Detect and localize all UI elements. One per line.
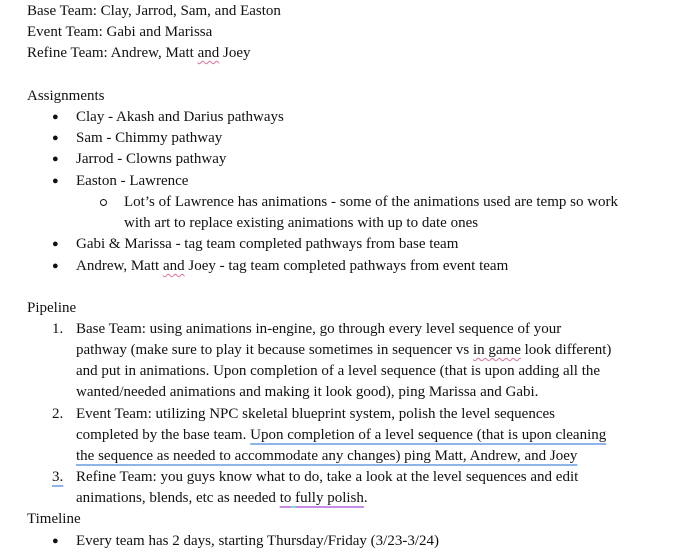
timeline-heading: Timeline [27, 511, 81, 527]
bullet-icon: ● [52, 132, 59, 144]
refine-team-line [27, 43, 251, 64]
assignments-heading: Assignments [27, 88, 105, 104]
step3-line2-text: animations, blends, etc as needed [76, 490, 280, 506]
step3-line1: Refine Team: you guys know what to do, take a look at the level sequences and edit [76, 469, 579, 485]
base-team-line: Base Team: Clay, Jarrod, Sam, and Easton [27, 3, 281, 19]
list-item: Easton - Lawrence [76, 173, 189, 189]
refine-team-text: Refine Team: Andrew, Matt [27, 45, 198, 61]
list-item: Jarrod - Clowns pathway [76, 151, 227, 167]
list-item-text: Andrew, Matt [76, 258, 163, 274]
list-item-text-end: Joey - tag team completed pathways from event team [184, 258, 509, 274]
suggestion-flag[interactable]: fully [295, 490, 324, 506]
spelling-flag[interactable]: in game [472, 342, 521, 358]
sub-list-item-line1: Lot’s of Lawrence has animations - some of the animations used are temp so work [124, 194, 619, 210]
spelling-flag[interactable]: and [162, 258, 185, 274]
step2-line3 [76, 446, 577, 467]
step3-line2-end: . [363, 490, 368, 506]
step1-line3: and put in animations. Upon completion of a level sequence (that is upon adding all the [76, 363, 601, 379]
list-number: 3. [52, 469, 64, 485]
bullet-icon: ● [52, 260, 59, 272]
list-item: Every team has 2 days, starting Thursday/Friday (3/23-3/24) [76, 533, 439, 549]
grammar-flag[interactable]: Upon completion of a level sequence (that is upon cleaning [250, 427, 607, 443]
bullet-icon: ● [52, 535, 59, 547]
bullet-icon: ● [52, 111, 59, 123]
list-item [76, 256, 508, 277]
step2-line2 [76, 425, 606, 446]
event-team-line: Event Team: Gabi and Marissa [27, 24, 213, 40]
step1-line2 [76, 340, 611, 361]
list-item: Clay - Akash and Darius pathways [76, 109, 284, 125]
step1-line1: Base Team: using animations in-engine, go through every level sequence of your [76, 321, 562, 337]
list-item: Sam - Chimmy pathway [76, 130, 223, 146]
list-number: 2. [52, 406, 64, 422]
bullet-icon: ● [52, 175, 59, 187]
step1-line2-text-end: look different) [520, 342, 612, 358]
bullet-icon: ● [52, 238, 59, 250]
suggestion-flag[interactable]: to [279, 490, 292, 506]
step2-line2-text: completed by the base team. [76, 427, 251, 443]
step1-line4: wanted/needed animations and making it look good), ping Marissa and Gabi. [76, 384, 539, 400]
sub-list-item-line2: with art to replace existing animations with up to date ones [124, 215, 479, 231]
step2-line1: Event Team: utilizing NPC skeletal blueprint system, polish the level sequences [76, 406, 555, 422]
list-number: 1. [52, 321, 64, 337]
suggestion-flag[interactable]: polish [323, 490, 364, 506]
step1-line2-text: pathway (make sure to play it because sometimes in sequencer vs [76, 342, 473, 358]
refine-team-text-end: Joey [219, 45, 251, 61]
spelling-flag[interactable]: and [197, 45, 220, 61]
list-item: Gabi & Marissa - tag team completed pathways from base team [76, 236, 459, 252]
pipeline-heading: Pipeline [27, 300, 77, 316]
step3-line2 [76, 488, 368, 509]
hollow-bullet-icon [100, 199, 107, 206]
bullet-icon: ● [52, 153, 59, 165]
grammar-flag[interactable]: the sequence as needed to accommodate any changes) ping Matt, Andrew, and Joey [76, 448, 578, 464]
